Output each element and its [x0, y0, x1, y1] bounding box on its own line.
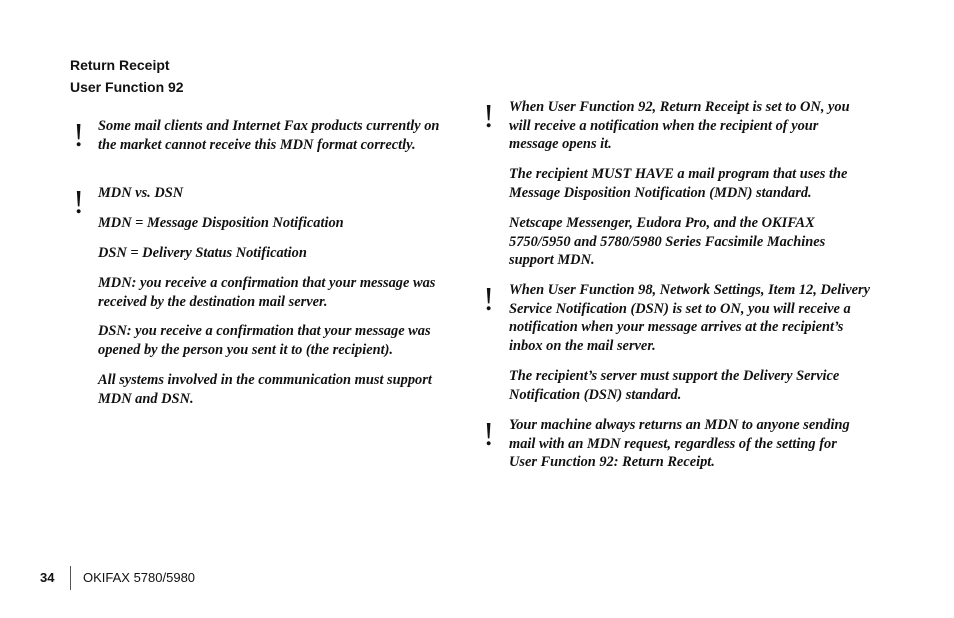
note-server-dsn: The recipient’s server must support the Delivery Service Notification (DSN) standard.: [509, 368, 840, 403]
footer-product-name: OKIFAX 5780/5980: [83, 570, 196, 585]
page-number: 34: [40, 570, 55, 585]
note-mdn-definition: MDN = Message Disposition Notification: [98, 215, 344, 231]
note-mdn-vs-dsn: MDN vs. DSN: [98, 185, 184, 201]
note-mail-clients: Some mail clients and Internet Fax products currently on the market cannot receive this MDN format correctly.: [98, 118, 440, 153]
section-subtitle: User Function 92: [70, 79, 184, 95]
exclamation-icon: !: [73, 184, 85, 221]
note-systems-support: All systems involved in the communication must support MDN and DSN.: [98, 372, 432, 407]
note-recipient-mdn: The recipient MUST HAVE a mail program that uses the Message Disposition Notification (MDN) standard.: [509, 166, 848, 201]
footer-divider: [70, 566, 71, 590]
exclamation-icon: !: [73, 117, 85, 154]
note-mdn-explained: MDN: you receive a confirmation that your message was received by the destination mail server.: [98, 275, 436, 310]
note-dsn-explained: DSN: you receive a confirmation that your message was opened by the person you sent it to (the recipient).: [98, 323, 431, 358]
note-dsn-setting: When User Function 98, Network Settings, Item 12, Delivery Service Notification (DSN) is set to ON, you will receive a notification when your message arrives at the recipient’s inbox on the mail server.: [509, 282, 870, 354]
note-dsn-definition: DSN = Delivery Status Notification: [98, 245, 307, 261]
note-always-returns-mdn: Your machine always returns an MDN to anyone sending mail with an MDN request, regardless of the setting for User Function 92: Return Receipt.: [509, 417, 850, 471]
exclamation-icon: !: [483, 98, 495, 135]
note-return-receipt-on: When User Function 92, Return Receipt is set to ON, you will receive a notification when the recipient of your message opens it.: [509, 99, 850, 153]
note-supported-programs: Netscape Messenger, Eudora Pro, and the OKIFAX 5750/5950 and 5780/5980 Series Facsimile Machines support MDN.: [509, 215, 826, 269]
exclamation-icon: !: [483, 281, 495, 318]
exclamation-icon: !: [483, 416, 495, 453]
section-title: Return Receipt: [70, 57, 170, 73]
